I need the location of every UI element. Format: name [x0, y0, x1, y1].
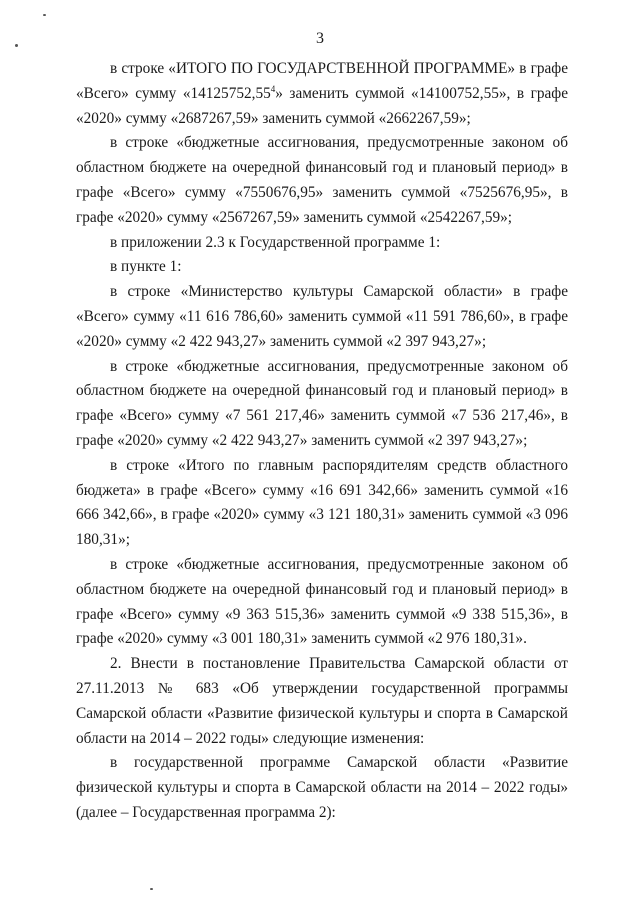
paragraph-total-state-program	[76, 57, 568, 131]
paragraph-amend-resolution-683: 2. Внести в постановление Правительства Самарской области от 27.11.2013 № 683 «Об утверждении государственной программы Самарской области «Развитие физической культуры и спорта в Самарской области на 2014 – 2022 годы» следующие изменения:	[76, 655, 568, 747]
paragraph-budget-allocations-3: в строке «бюджетные ассигнования, предусмотренные законом об областном бюджете на очередной финансовый год и плановый период» в графе «Всего» сумму «9 363 515,36» заменить суммой «9 338 515,36», в графе «2020» сумму «3 001 180,31» заменить суммой «2 976 180,31».	[76, 555, 568, 648]
superscript-mark: 4	[270, 83, 276, 94]
paragraph-state-program-2: в государственной программе Самарской области «Развитие физической культуры и спорта в Самарской области на 2014 – 2022 годы» (далее – Государственная программа 2):	[76, 754, 568, 821]
paragraph-text: в строке «ИТОГО ПО ГОСУДАРСТВЕННОЙ ПРОГРАММЕ» в графе «Всего» сумму «14125752,55	[76, 60, 568, 102]
paragraph-appendix-2-3: в приложении 2.3 к Государственной программе 1:	[110, 233, 441, 251]
paragraph-total-main-managers: в строке «Итого по главным распорядителям средств областного бюджета» в графе «Всего» сумму «16 691 342,66» заменить суммой «16 666 342,66», в графе «2020» сумму «3 121 180,31» заменить суммой «3 096 180,31»;	[76, 456, 568, 549]
document-body	[76, 57, 568, 826]
paragraph-budget-allocations-2: в строке «бюджетные ассигнования, предусмотренные законом об областном бюджете на очередной финансовый год и плановый период» в графе «Всего» сумму «7 561 217,46» заменить суммой «7 536 217,46», в графе «2020» сумму «2 422 943,27» заменить суммой «2 397 943,27»;	[76, 357, 568, 449]
scan-speck	[15, 44, 18, 47]
page-number: 3	[316, 30, 324, 47]
scan-speck	[150, 888, 153, 890]
paragraph-budget-allocations-1: в строке «бюджетные ассигнования, предусмотренные законом об областном бюджете на очередной финансовый год и плановый период» в графе «Всего» сумму «7550676,95» заменить суммой «7525676,95», в графе «2020» сумму «2567267,59» заменить суммой «2542267,59»;	[76, 134, 568, 226]
paragraph-text: » заменить суммой «14100752,55», в графе «2020» сумму «2687267,59» заменить суммой «2662267,59»;	[76, 84, 568, 127]
paragraph-ministry-culture: в строке «Министерство культуры Самарской области» в графе «Всего» сумму «11 616 786,60» заменить суммой «11 591 786,60», в графе «2020» сумму «2 422 943,27» заменить суммой «2 397 943,27»;	[76, 283, 568, 350]
scan-speck	[43, 14, 46, 16]
paragraph-item-1: в пункте 1:	[110, 258, 182, 276]
